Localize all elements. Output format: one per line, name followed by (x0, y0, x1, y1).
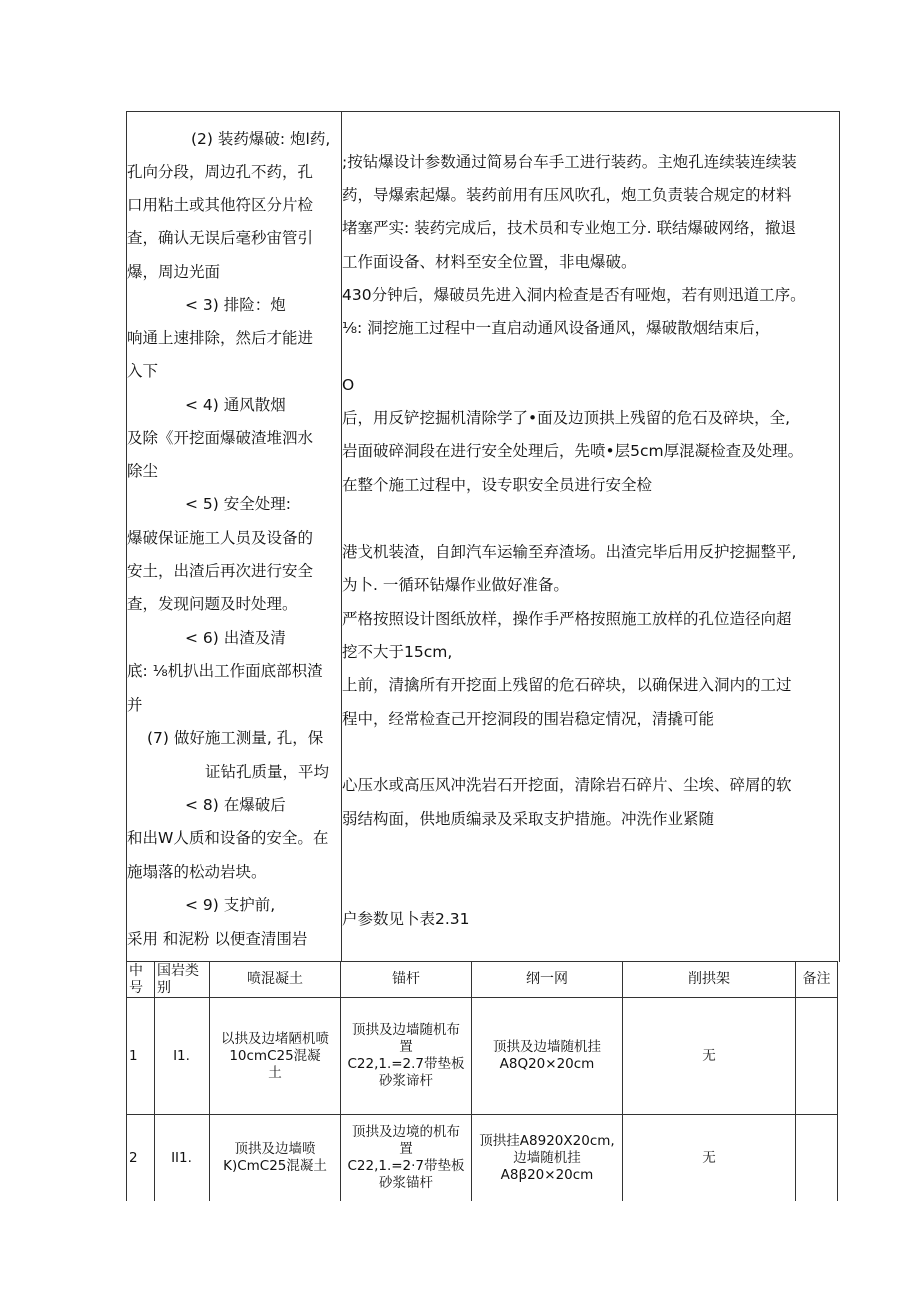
right-text-line: 为卜. 一循环钻爆作业做好准备。 (342, 576, 569, 594)
left-text-line: < 9) 支护前, (185, 896, 276, 914)
row1-no: 1 (129, 1047, 138, 1064)
row1-rock-class: I1. (173, 1047, 190, 1064)
right-text-line: 弱结构面，供地质编录及采取支护措施。冲洗作业紧随 (342, 810, 715, 828)
right-text-line: 430分钟后，爆破员先进入洞内检查是否有哑炮，若有则迅道工序。 (342, 286, 806, 304)
construction-text-block (126, 111, 840, 962)
left-text-line: 孔向分段，周边孔不药，孔 (127, 163, 314, 181)
left-text-line: < 5) 安全处理: (185, 495, 291, 513)
right-text-line: 上前，清擒所有开挖面上残留的危石碎块，以确保进入洞内的工过 (342, 676, 792, 694)
header-arch: 削拱架 (688, 971, 730, 987)
left-text-line: 底: ⅛机扒出工作面底部枳渣 (127, 662, 323, 680)
header-mesh: 纲一网 (526, 971, 568, 987)
row2-no: 2 (129, 1149, 138, 1166)
left-text-line: < 3) 排险：炮 (185, 296, 286, 314)
left-text-line: < 4) 通风散烟 (185, 396, 286, 414)
right-text-line: 程中，经常检查己开挖洞段的围岩稳定情况，清撬可能 (342, 710, 715, 728)
left-text-line: 安土，出渣后再次进行安全 (127, 562, 314, 580)
right-text-line: O (342, 376, 355, 394)
row1-shotcrete: 以拱及边堵陋机喷 10cmC25混凝 土 (221, 1030, 329, 1081)
right-text-line: 港戈机装渣，自卸汽车运输至弃渣场。出渣完毕后用反护挖掘整平, (342, 543, 797, 561)
right-text-line: 药，导爆索起爆。装药前用有压风吹孔，炮工负责装合规定的材料 (342, 186, 792, 204)
right-text-line: ;按钻爆设计参数通过简易台车手工进行装药。主炮孔连续装连续装 (342, 153, 797, 171)
right-text-line: 工作面设备、材料至安全位置，非电爆破。 (342, 253, 637, 271)
row1-arch: 无 (702, 1047, 716, 1064)
left-text-line: (2) 装药爆破: 炮l药, (191, 130, 331, 148)
row1-anchor: 顶拱及边墙随机布 置 C22,1.=2.7带垫板 砂浆谛杆 (347, 1022, 465, 1089)
right-text-line: 后，用反铲挖掘机清除学了•面及边顶拱上残留的危石及碎块，全, (342, 409, 791, 427)
procedure-steps-column (127, 112, 341, 962)
row2-shotcrete: 顶拱及边墙喷 K)CmC25混凝土 (223, 1141, 327, 1174)
row1-mesh: 顶拱及边墙随机挂 A8Q20×20cm (493, 1039, 601, 1072)
left-text-line: 证钻孔质量，平均 (205, 763, 330, 781)
left-text-line: < 8) 在爆破后 (185, 796, 286, 814)
right-text-line: 严格按照设计图纸放样，操作手严格按照施工放样的孔位造径向超 (342, 610, 792, 628)
right-text-line: 堵塞严实: 装药完成后，技术员和专业炮工分. 联结爆破网络，撤退 (342, 219, 797, 237)
left-text-line: 并 (127, 696, 143, 714)
header-shotcrete: 喷混凝土 (247, 971, 303, 987)
row2-arch: 无 (702, 1149, 716, 1166)
right-text-line: ⅛: 洞挖施工过程中一直启动通风设备通风，爆破散烟结束后， (342, 319, 771, 337)
right-text-line: 心压水或高压风冲洗岩石开挖面，清除岩石碎片、尘埃、碎屑的软 (342, 776, 792, 794)
left-text-line: 及除《开挖面爆破渣堆泗水 (127, 429, 314, 447)
header-anchor: 锚杆 (392, 971, 420, 987)
procedure-details-column (342, 112, 838, 962)
right-text-line: 挖不大于15cm, (342, 643, 453, 661)
left-text-line: 采用 和泥粉 以便查清围岩 (127, 930, 308, 948)
row2-mesh: 顶拱挂A8920X20cm, 边墙随机挂 A8β20×20cm (479, 1132, 615, 1183)
left-text-line: < 6) 出渣及清 (185, 629, 286, 647)
row2-remark (796, 1115, 837, 1201)
table-col-line (837, 961, 838, 1201)
header-no: 中 号 (129, 962, 143, 996)
left-text-line: 查，发现问题及时处理。 (127, 595, 298, 613)
left-text-line: 爆，周边光面 (127, 263, 221, 281)
left-text-line: 口用粘土或其他符区分片检 (127, 196, 314, 214)
right-text-line: 在整个施工过程中，设专职安全员进行安全检 (342, 476, 653, 494)
left-text-line: (7) 做好施工测量, 孔，保 (147, 729, 324, 747)
row2-anchor: 顶拱及边境的机布 置 C22,1.=2·7带垫板 砂浆锚杆 (347, 1124, 465, 1191)
left-text-line: 和出W人质和设备的安全。在 (127, 829, 329, 847)
left-text-line: 除尘 (127, 462, 159, 480)
right-text-line: 岩面破碎洞段在进行安全处理后，先喷•层5cm厚混凝检查及处理。 (342, 442, 804, 460)
header-rock-class: 国岩类 别 (157, 962, 199, 996)
left-text-line: 查，确认无误后毫秒宙管引 (127, 229, 314, 247)
row2-rock-class: II1. (171, 1149, 192, 1166)
support-parameters-table (126, 961, 838, 1201)
right-text-line: 户参数见卜表2.31 (342, 910, 470, 928)
left-text-line: 爆破保证施工人员及设备的 (127, 529, 314, 547)
header-remark: 备注 (802, 971, 831, 987)
left-text-line: 入下 (127, 362, 159, 380)
row1-remark (796, 998, 837, 1114)
left-text-line: 响通上速排除，然后才能进 (127, 329, 314, 347)
left-text-line: 施塌落的松动岩块。 (127, 863, 267, 881)
